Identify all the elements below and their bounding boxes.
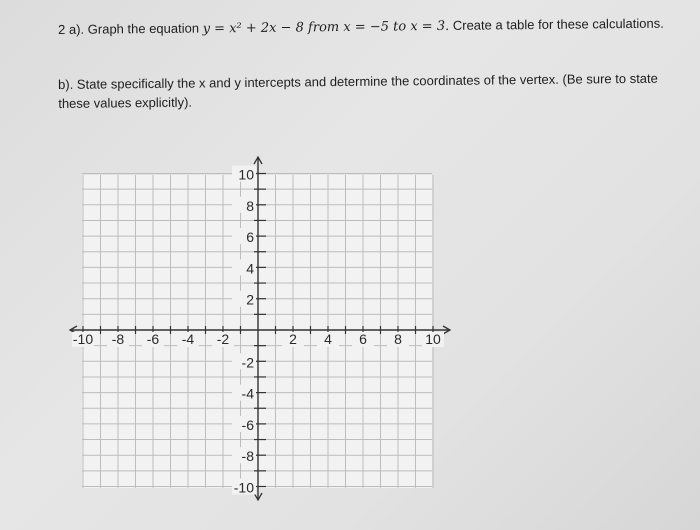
x-tick-label: 8: [394, 331, 402, 347]
x-tick-label: -10: [72, 331, 94, 347]
problem-a-rest: Create a table for these calculations.: [452, 15, 664, 33]
x-tick-label: 4: [324, 331, 332, 347]
problem-a-equation: y = x² + 2x − 8 from x = −5 to x = 3.: [202, 18, 450, 37]
y-tick-label: -10: [233, 479, 254, 496]
x-tick-label: -2: [216, 331, 230, 347]
x-tick-label: 10: [425, 331, 441, 347]
problem-a-label: 2 a). Graph the equation: [58, 20, 200, 37]
y-tick-label: -2: [241, 354, 254, 371]
y-tick-label: -4: [241, 385, 254, 402]
y-tick-label: 2: [246, 291, 254, 308]
y-tick-label: -6: [241, 416, 254, 433]
x-tick-label: -6: [146, 331, 160, 347]
y-tick-label: -8: [241, 448, 254, 465]
y-tick-label: 6: [246, 229, 254, 246]
grid-paper: [82, 175, 432, 488]
y-tick-label: 10: [238, 166, 254, 183]
y-tick-label: 8: [246, 197, 254, 214]
x-tick-label: 2: [289, 331, 297, 347]
x-tick-label: -8: [111, 331, 125, 347]
y-tick-label: 4: [246, 260, 254, 277]
x-tick-label: 6: [359, 331, 367, 347]
problem-b-text: b). State specifically the x and y intercepts and determine the coordinates of the vertex. (Be sure to state these values explicitly).: [58, 70, 658, 111]
x-tick-label: -4: [181, 331, 195, 347]
